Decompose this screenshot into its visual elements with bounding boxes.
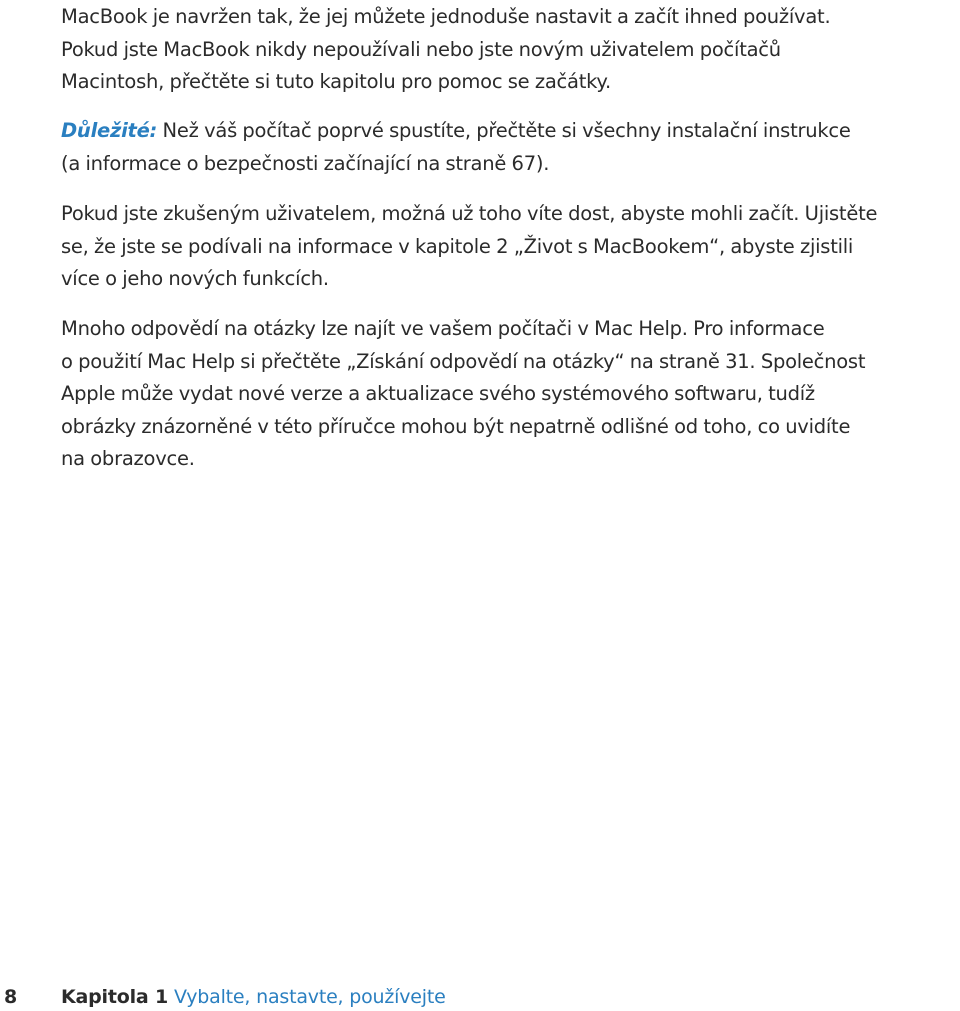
intro-line-3: Macintosh, přečtěte si tuto kapitolu pro pomoc se začátky. <box>61 70 611 93</box>
mac-help-line-1: Mnoho odpovědí na otázky lze najít ve vašem počítači v Mac Help. Pro informace <box>61 317 825 340</box>
experienced-line-3: více o jeho nových funkcích. <box>61 267 329 290</box>
mac-help-paragraph <box>61 313 865 476</box>
chapter-reference <box>61 983 446 1011</box>
important-notice-paragraph <box>61 115 851 180</box>
page-number: 8 <box>4 986 18 1008</box>
page-footer <box>0 983 960 1011</box>
mac-help-line-3: Apple může vydat nové verze a aktualizace svého systémového softwaru, tudíž <box>61 382 815 405</box>
experienced-line-1: Pokud jste zkušeným uživatelem, možná už toho víte dost, abyste mohli začít. Ujistěte <box>61 202 878 225</box>
important-label: Důležité: <box>61 119 158 142</box>
mac-help-line-2: o použití Mac Help si přečtěte „Získání odpovědí na otázky“ na straně 31. Společnost <box>61 349 866 373</box>
experienced-user-paragraph <box>61 198 877 296</box>
intro-paragraph <box>61 1 830 99</box>
important-line-2: (a informace o bezpečnosti začínající na straně 67). <box>61 151 550 175</box>
mac-help-line-5: na obrazovce. <box>61 447 195 470</box>
experienced-line-2: se, že jste se podívali na informace v kapitole 2 „Život s MacBookem“, abyste zjistili <box>61 234 854 258</box>
chapter-label: Kapitola 1 <box>61 986 168 1008</box>
chapter-title: Vybalte, nastavte, používejte <box>173 986 446 1008</box>
mac-help-line-4: obrázky znázorněné v této příručce mohou být nepatrně odlišné od toho, co uvidíte <box>61 414 851 438</box>
intro-line-1: MacBook je navržen tak, že jej můžete jednoduše nastavit a začít ihned používat. <box>61 5 831 28</box>
intro-line-2: Pokud jste MacBook nikdy nepoužívali nebo jste novým uživatelem počítačů <box>61 37 781 61</box>
important-line-1: Než váš počítač poprvé spustíte, přečtěte si všechny instalační instrukce <box>157 119 851 142</box>
